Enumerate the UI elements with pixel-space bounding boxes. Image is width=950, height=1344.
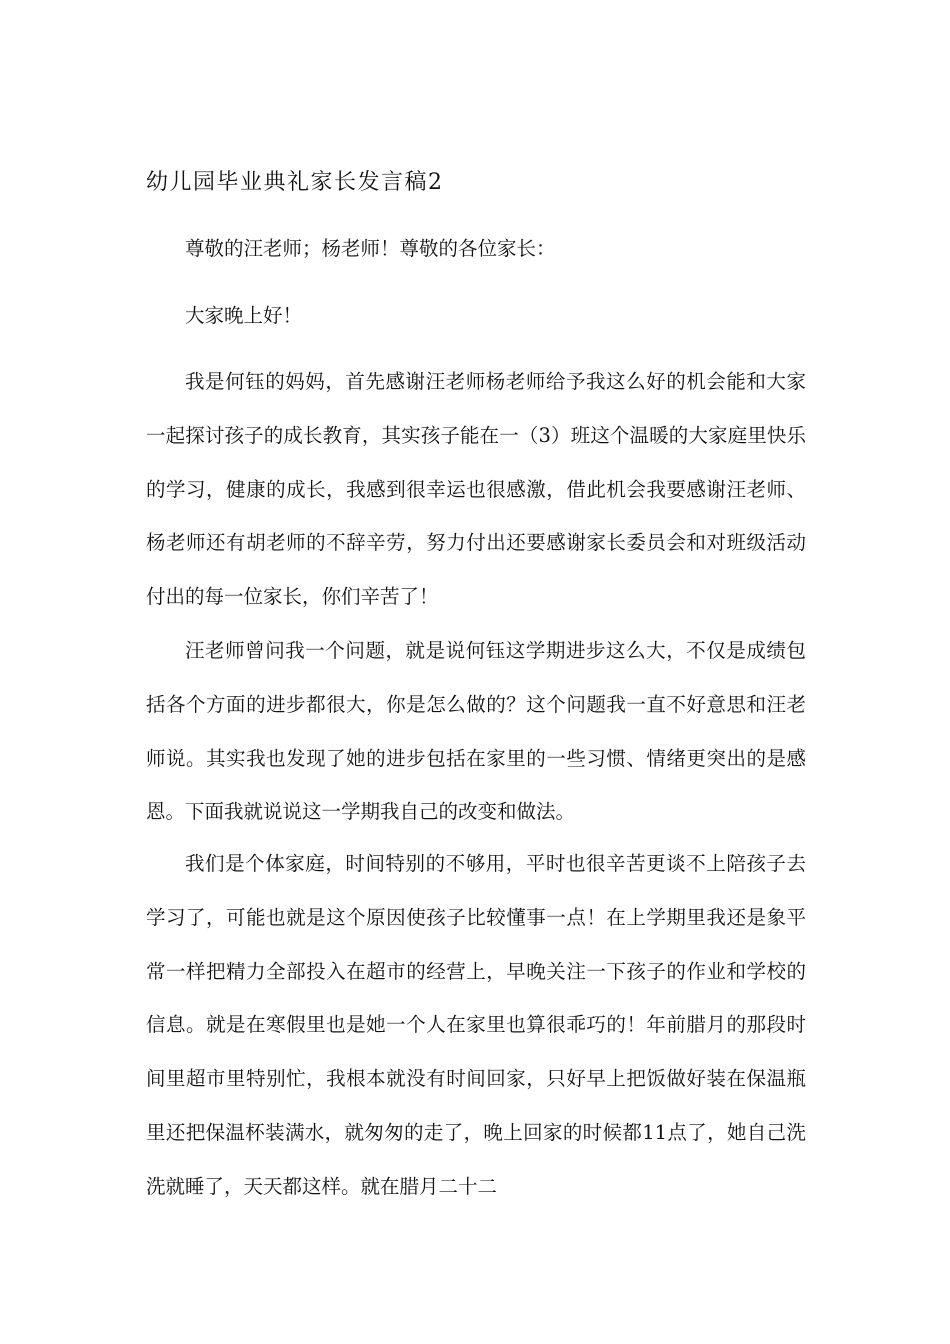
paragraph-teacher-question: 汪老师曾问我一个问题，就是说何钰这学期进步这么大，不仅是成绩包括各个方面的进步都很大，你是怎么做的？这个问题我一直不好意思和汪老师说。其实我也发现了她的进步包括在家里的一些习惯、情绪更突出的是感恩。下面我就说说这一学期我自己的改变和做法。 <box>146 639 806 824</box>
paragraph-family-story: 我们是个体家庭，时间特别的不够用，平时也很辛苦更谈不上陪孩子去学习了，可能也就是这个原因使孩子比较懂事一点！在上学期里我还是象平常一样把精力全部投入在超市的经营上，早晚关注一下孩子的作业和学校的信息。就是在寒假里也是她一个人在家里也算很乖巧的！年前腊月的那段时间里超市里特别忙，我根本就没有时间回家，只好早上把饭做好装在保温瓶里还把保温杯装满水，就匆匆的走了，晚上回家的时候都11点了，她自己洗洗就睡了，天天都这样。就在腊月二十二 <box>146 852 806 1198</box>
document-title: 幼儿园毕业典礼家长发言稿2 <box>146 170 444 195</box>
paragraph-greeting: 大家晚上好！ <box>185 304 303 327</box>
paragraph-salutation: 尊敬的汪老师；杨老师！尊敬的各位家长： <box>185 237 556 260</box>
paragraph-intro: 我是何钰的妈妈，首先感谢汪老师杨老师给予我这么好的机会能和大家一起探讨孩子的成长教育，其实孩子能在一（3）班这个温暖的大家庭里快乐的学习，健康的成长，我感到很幸运也很感激，借此机会我要感谢汪老师、杨老师还有胡老师的不辞辛劳，努力付出还要感谢家长委员会和对班级活动付出的每一位家长，你们辛苦了！ <box>146 370 806 609</box>
